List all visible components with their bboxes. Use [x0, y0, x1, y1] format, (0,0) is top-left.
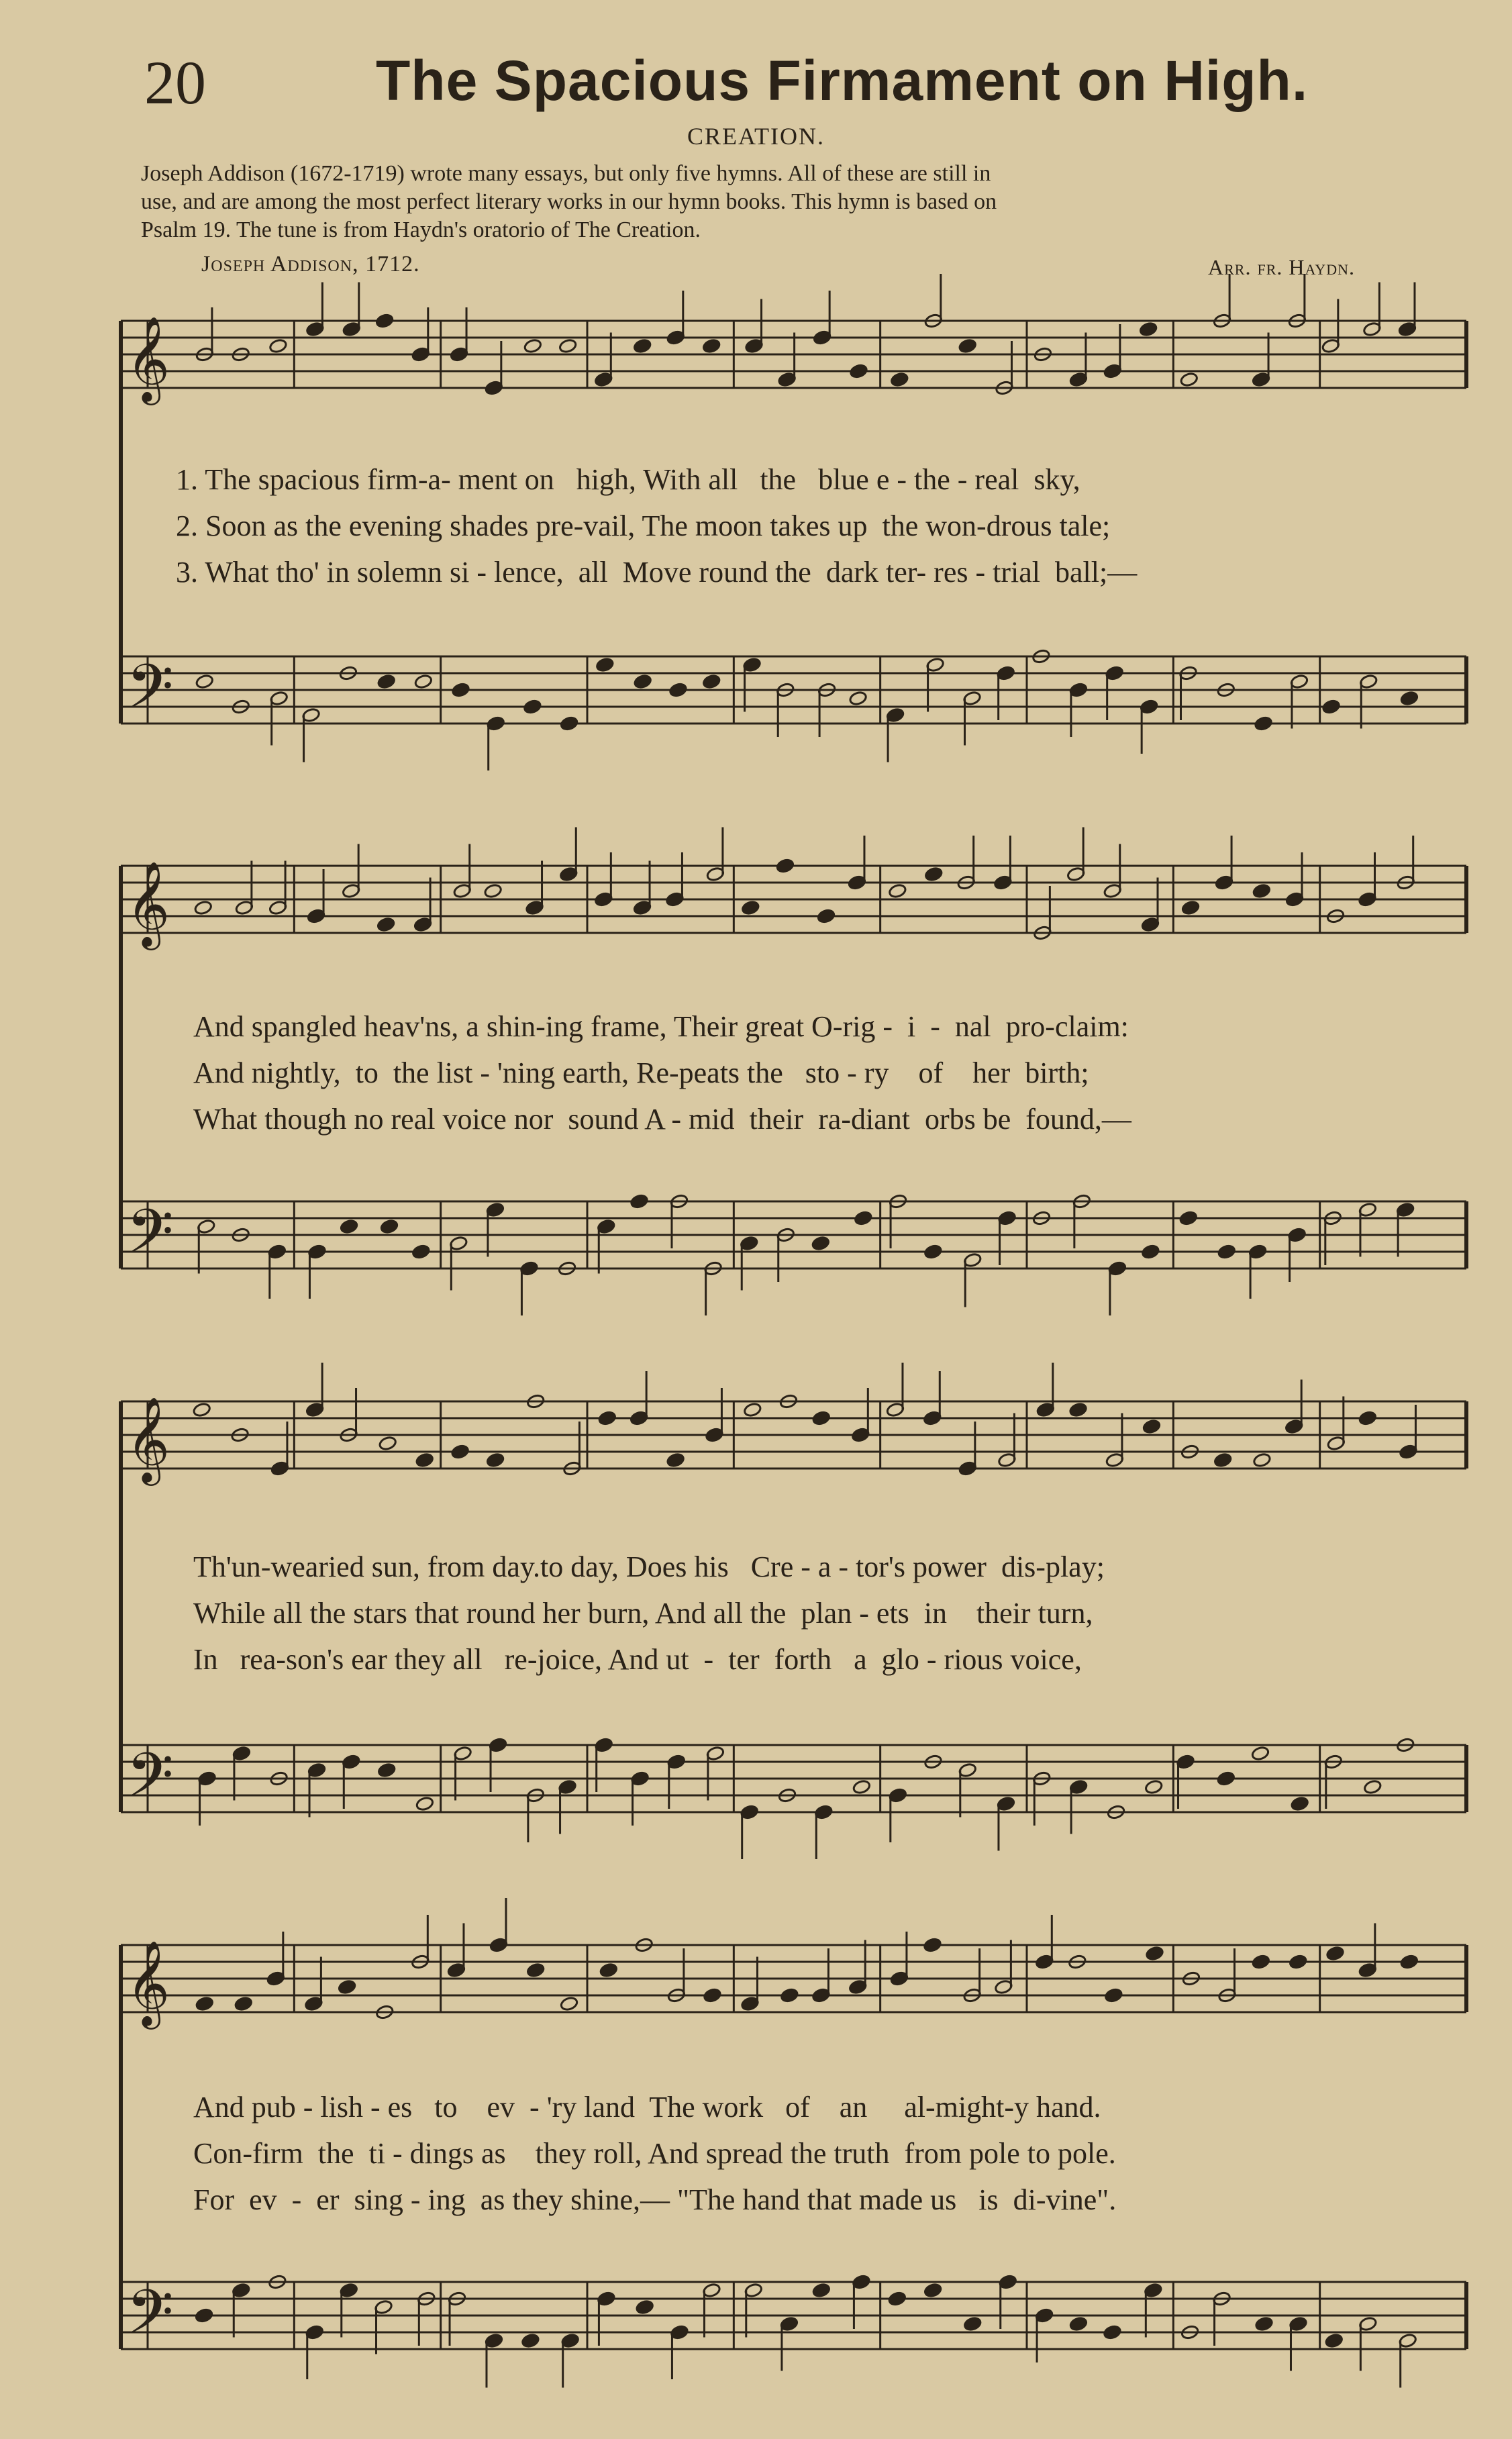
clef-icon: 𝄢 — [126, 651, 174, 737]
hymn-number: 20 — [144, 48, 206, 117]
clef-icon: 𝄞 — [126, 1940, 170, 2026]
clef-icon: 𝄢 — [126, 1740, 174, 1826]
system-1-lyrics — [0, 456, 1512, 595]
lyric-line-verse-2: Con-firm the ti - dings as they roll, And spread the truth from pole to pole. — [193, 2137, 1116, 2170]
clef-icon: 𝄢 — [126, 1196, 174, 1282]
clef-icon: 𝄞 — [126, 1396, 170, 1482]
intro-line: use, and are among the most perfect literary works in our hymn books. This hymn is based on — [141, 189, 997, 214]
hymn-subtitle: CREATION. — [687, 123, 825, 150]
notes-treble-2 — [194, 828, 1415, 941]
bass-staff-3 — [121, 1740, 1466, 1826]
lyric-line-verse-1: Th'un-wearied sun, from day.to day, Does his Cre - a - tor's power dis-play; — [193, 1550, 1105, 1583]
treble-staff-4 — [121, 1940, 1466, 2030]
lyric-line-verse-2: While all the stars that round her burn, And all the plan - ets in their turn, — [193, 1597, 1093, 1630]
notes-treble-4 — [195, 1898, 1419, 2020]
lyric-line-verse-3: 3. What tho' in solemn si - lence, all Move round the dark ter- res - trial ball;— — [176, 556, 1138, 589]
system-4-lyrics — [0, 2084, 1512, 2223]
lyric-line-verse-1: And spangled heav'ns, a shin-ing frame, Their great O-rig - i - nal pro-claim: — [193, 1010, 1129, 1043]
lyric-line-verse-3: In rea-son's ear they all re-joice, And ut - ter forth a glo - rious voice, — [193, 1643, 1082, 1676]
intro-line: Psalm 19. The tune is from Haydn's oratorio of The Creation. — [141, 217, 701, 242]
lyric-line-verse-1: And pub - lish - es to ev - 'ry land The work of an al-might-y hand. — [193, 2091, 1101, 2124]
clef-icon: 𝄢 — [126, 2277, 174, 2362]
intro-line: Joseph Addison (1672-1719) wrote many essays, but only five hymns. All of these are still in — [141, 161, 991, 186]
notes-bass-1 — [195, 648, 1419, 770]
notes-treble-1 — [195, 274, 1417, 396]
system-3-lyrics — [0, 1544, 1512, 1683]
notes-bass-2 — [197, 1193, 1415, 1315]
notes-treble-3 — [193, 1363, 1418, 1477]
lyric-line-verse-3: What though no real voice nor sound A - mid their ra-diant orbs be found,— — [193, 1103, 1131, 1136]
lyric-line-verse-1: 1. The spacious firm-a- ment on high, With all the blue e - the - real sky, — [176, 463, 1080, 496]
author-credit: Joseph Addison, 1712. — [201, 252, 420, 277]
lyric-line-verse-3: For ev - er sing - ing as they shine,— "The hand that made us is di-vine". — [193, 2183, 1117, 2216]
hymn-title: The Spacious Firmament on High. — [376, 49, 1309, 112]
clef-icon: 𝄞 — [126, 315, 170, 401]
bass-staff-2 — [121, 1196, 1466, 1282]
lyric-line-verse-2: 2. Soon as the evening shades pre-vail, The moon takes up the won-drous tale; — [176, 509, 1111, 542]
composer-credit: Arr. fr. Haydn. — [1208, 255, 1356, 279]
clef-icon: 𝄞 — [126, 860, 170, 946]
notes-bass-4 — [195, 2274, 1417, 2387]
system-2-lyrics — [0, 1003, 1512, 1142]
notes-bass-3 — [198, 1737, 1415, 1859]
lyric-line-verse-2: And nightly, to the list - 'ning earth, Re-peats the sto - ry of her birth; — [193, 1056, 1089, 1089]
